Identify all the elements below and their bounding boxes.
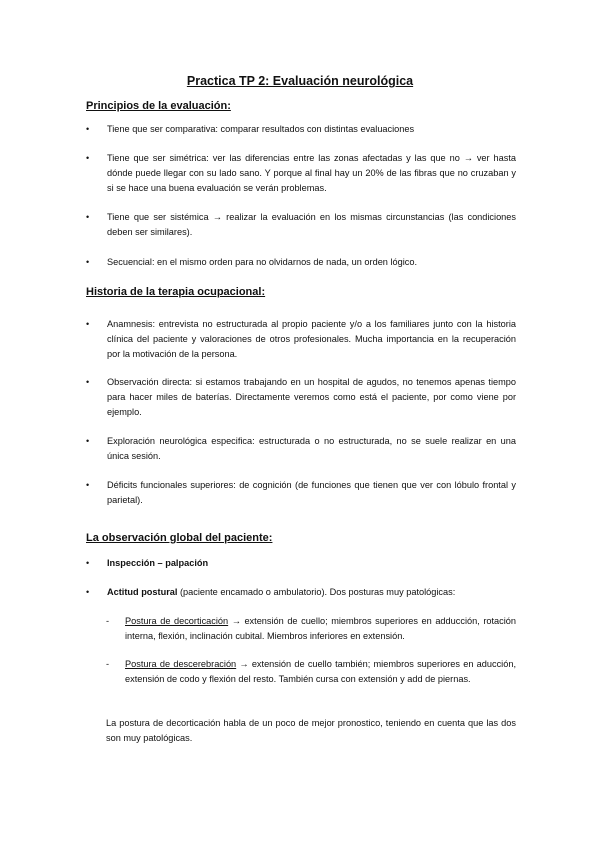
list-item bbox=[86, 151, 516, 196]
list-item-text: Déficits funcionales superiores: de cognición (de funciones que tienen que ver con lóbulo frontal y parietal). bbox=[107, 480, 516, 505]
list-item-text: Tiene que ser sistémica → realizar la evaluación en los mismas circunstancias (las condiciones deben ser similares). bbox=[107, 212, 516, 237]
list-item-text: Secuencial: en el mismo orden para no olvidarnos de nada, un orden lógico. bbox=[107, 257, 418, 267]
term-rest: (paciente encamado o ambulatorio). Dos posturas muy patológicas: bbox=[177, 587, 456, 597]
term-underlined: Postura de descerebración bbox=[125, 659, 237, 669]
sub-list-item-text bbox=[125, 614, 516, 644]
bullet-icon: • bbox=[86, 153, 90, 163]
bullet-icon: • bbox=[86, 124, 90, 134]
sub-list-item bbox=[106, 614, 516, 644]
section-heading-observacion: La observación global del paciente: bbox=[86, 532, 273, 544]
bullet-icon: • bbox=[86, 212, 90, 222]
list-item bbox=[86, 375, 516, 420]
dash-icon: - bbox=[106, 659, 110, 669]
list-item-text: Tiene que ser comparativa: comparar resultados con distintas evaluaciones bbox=[107, 124, 415, 134]
sub-list-item bbox=[106, 657, 516, 687]
bullet-icon: • bbox=[86, 257, 90, 267]
list-item bbox=[86, 478, 516, 508]
bullet-icon: • bbox=[86, 480, 90, 490]
list-item bbox=[86, 255, 516, 270]
list-item bbox=[86, 434, 516, 464]
list-item bbox=[86, 585, 516, 600]
bullet-icon: • bbox=[86, 558, 90, 568]
list-item-text bbox=[107, 585, 516, 600]
list-item bbox=[86, 122, 516, 137]
list-item-text: Tiene que ser simétrica: ver las diferencias entre las zonas afectadas y las que no → ver hasta dónde puede llegar con su lado sano. Y porque al final hay un 20% de las fibras que no cruzaban y si se hace una buena evaluación se verán problemas. bbox=[107, 153, 516, 193]
section-heading-historia: Historia de la terapia ocupacional: bbox=[86, 286, 266, 298]
bullet-icon: • bbox=[86, 436, 90, 446]
list-item bbox=[86, 317, 516, 362]
term-bold: Actitud postural bbox=[107, 587, 178, 597]
bullet-icon: • bbox=[86, 377, 90, 387]
closing-paragraph: La postura de decorticación habla de un poco de mejor pronostico, teniendo en cuenta que las dos son muy patológicas. bbox=[106, 718, 516, 743]
section-heading-principios: Principios de la evaluación: bbox=[86, 100, 231, 112]
list-item-text: Exploración neurológica especifica: estructurada o no estructurada, no se suele realizar en una única sesión. bbox=[107, 436, 516, 461]
sub-list-item-text bbox=[125, 657, 516, 687]
bullet-icon: • bbox=[86, 587, 90, 597]
term-underlined: Postura de decorticación bbox=[125, 616, 229, 626]
bullet-icon: • bbox=[86, 319, 90, 329]
list-item-text: Anamnesis: entrevista no estructurada al propio paciente y/o a los familiares junto con la historia clínica del paciente y valoraciones de otros profesionales. Mucha importancia en la recuperación por la motivación de la persona. bbox=[107, 319, 516, 359]
list-item bbox=[86, 210, 516, 240]
list-item bbox=[86, 556, 516, 571]
list-item-text: Inspección – palpación bbox=[107, 558, 209, 568]
page-title: Practica TP 2: Evaluación neurológica bbox=[186, 74, 414, 88]
dash-icon: - bbox=[106, 616, 110, 626]
term-rest: → extensión de cuello; miembros superiores en adducción, rotación interna, flexión, inclinación cubital. Miembros inferiores en extensión. bbox=[125, 616, 517, 641]
list-item-text: Observación directa: si estamos trabajando en un hospital de agudos, no tenemos apenas tiempo para hacer miles de baterías. Directamente veremos como está el paciente, por como viene por ejemplo. bbox=[107, 377, 516, 417]
term-rest: → extensión de cuello también; miembros superiores en aducción, extensión de codo y flexión del resto. También cursa con extensión y add de piernas. bbox=[125, 659, 516, 684]
